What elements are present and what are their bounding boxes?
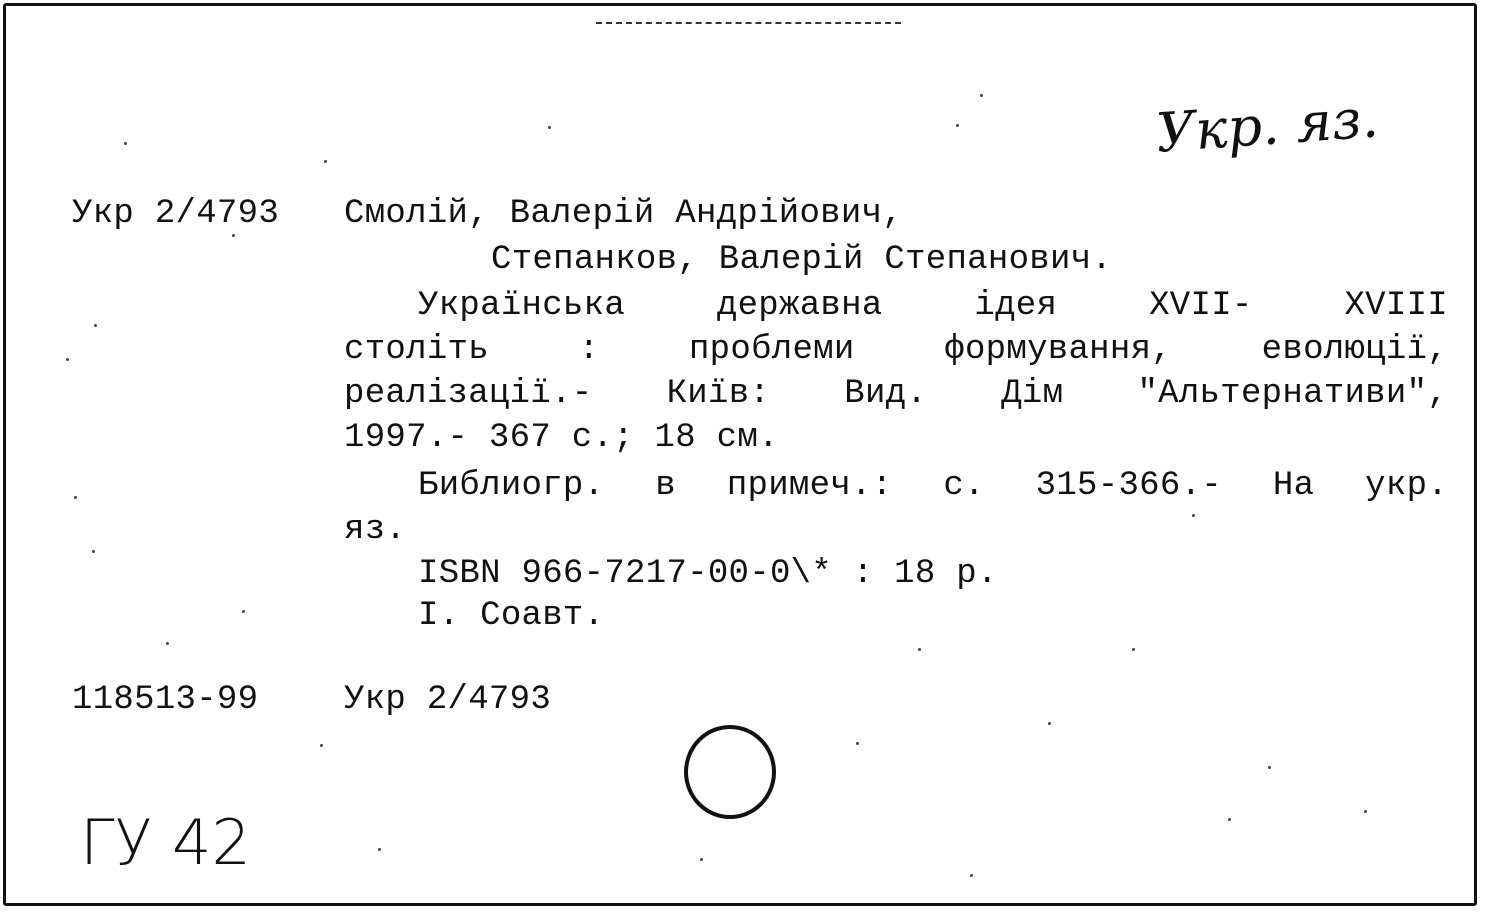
call-number: Укр 2/4793	[72, 195, 280, 233]
scan-speck	[378, 848, 381, 851]
catalog-card	[3, 3, 1477, 906]
author-line: Смолій, Валерій Андрійович,	[344, 195, 903, 233]
title-line-2: століть : проблеми формування, еволюції,	[344, 331, 1448, 369]
scan-speck	[980, 94, 983, 97]
scan-speck	[970, 874, 973, 877]
scan-speck	[918, 648, 921, 651]
scan-speck	[242, 610, 245, 613]
title-line-3: реалізації.- Київ: Вид. Дім "Альтернативи",	[344, 375, 1448, 413]
scan-speck	[124, 142, 127, 145]
scan-speck	[1048, 722, 1051, 725]
bibliography-note-line-1: Библиогр. в примеч.: с. 315-366.- На укр.	[418, 467, 1448, 505]
title-line-1: Українська державна ідея XVII- XVIII	[418, 287, 1448, 325]
scan-speck	[166, 642, 169, 645]
scan-speck	[324, 160, 327, 163]
punch-hole-circle	[678, 720, 782, 824]
scan-speck	[548, 126, 551, 129]
bottom-call-number: Укр 2/4793	[344, 681, 552, 719]
accession-number: 118513-99	[72, 681, 259, 719]
coauthor-line: Степанков, Валерій Степанович.	[491, 241, 1113, 279]
scan-speck	[94, 324, 97, 327]
added-entry-line: I. Соавт.	[418, 597, 605, 635]
scan-speck	[1364, 810, 1367, 813]
scan-speck	[700, 858, 703, 861]
scan-speck	[66, 358, 69, 361]
handwritten-language-note: Укр. яз.	[1154, 86, 1381, 165]
scan-speck	[1268, 766, 1271, 769]
isbn-line: ISBN 966-7217-00-0\* : 18 р.	[418, 555, 998, 593]
scan-speck	[92, 550, 95, 553]
scan-speck	[856, 742, 859, 745]
scan-speck	[232, 234, 235, 237]
handwritten-shelf-mark: ГУ 42	[80, 806, 251, 879]
scan-speck	[1192, 514, 1195, 517]
scan-speck	[956, 124, 959, 127]
scan-speck	[74, 496, 77, 499]
scan-speck	[320, 744, 323, 747]
scan-speck	[1132, 648, 1135, 651]
top-dashed-strip	[596, 22, 901, 24]
scan-speck	[1228, 818, 1231, 821]
bibliography-note-line-2: яз.	[344, 511, 407, 549]
imprint-line: 1997.- 367 с.; 18 см.	[344, 419, 779, 457]
